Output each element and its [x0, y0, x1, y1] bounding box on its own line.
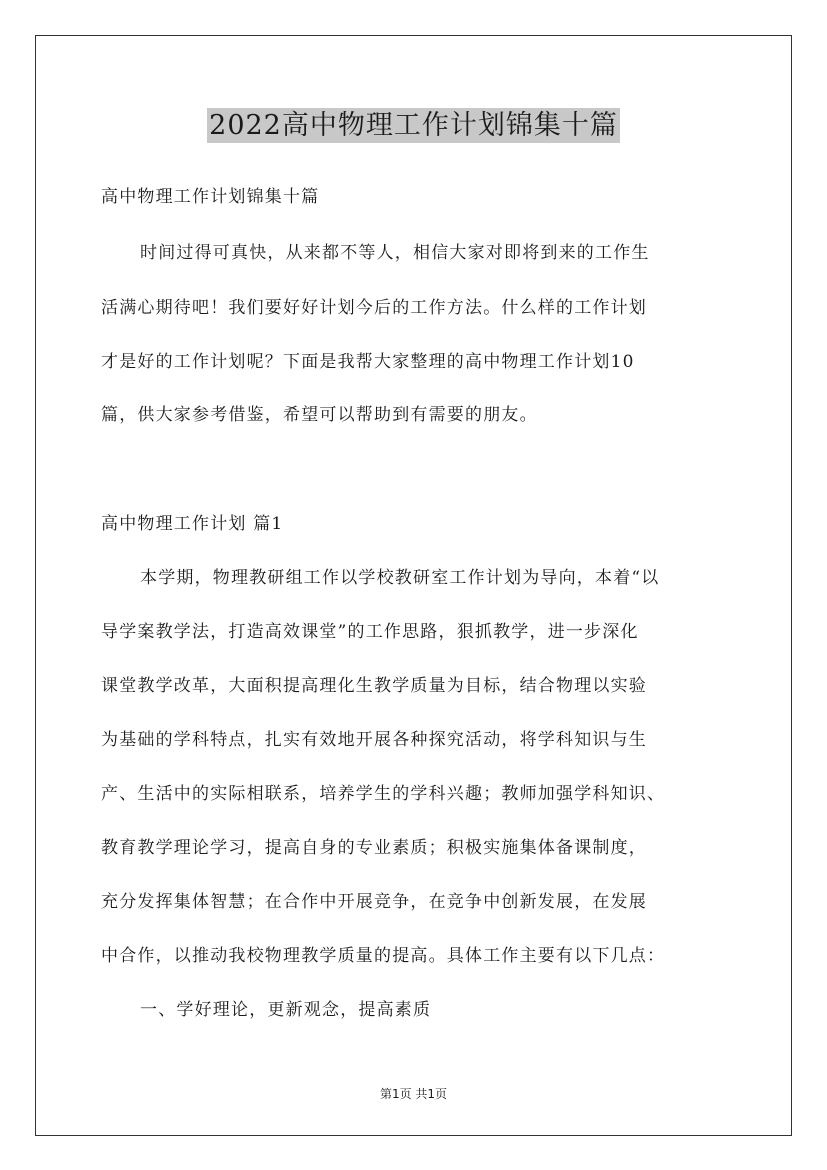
- section-line: 教育教学理论学习，提高自身的专业素质；积极实施集体备课制度，: [101, 838, 647, 858]
- section-line: 中合作，以推动我校物理教学质量的提高。具体工作主要有以下几点：: [101, 946, 666, 966]
- subtitle: 高中物理工作计划锦集十篇: [101, 187, 320, 207]
- intro-line: 才是好的工作计划呢？下面是我帮大家整理的高中物理工作计划10: [101, 352, 635, 372]
- intro-line: 活满心期待吧！我们要好好计划今后的工作方法。什么样的工作计划: [101, 298, 647, 318]
- intro-line: 篇，供大家参考借鉴，希望可以帮助到有需要的朋友。: [101, 405, 538, 425]
- page-footer: 第1页 共1页: [379, 1087, 448, 1101]
- document-title-text: 2022高中物理工作计划锦集十篇: [209, 110, 618, 141]
- section-line: 产、生活中的实际相联系，培养学生的学科兴趣；教师加强学科知识、: [101, 784, 666, 804]
- section-line: 导学案教学法，打造高效课堂”的工作思路，狠抓教学，进一步深化: [101, 622, 639, 642]
- subheading: 一、学好理论，更新观念，提高素质: [140, 1000, 432, 1020]
- intro-line: 时间过得可真快，从来都不等人，相信大家对即将到来的工作生: [140, 243, 650, 263]
- section-heading: 高中物理工作计划 篇1: [101, 514, 284, 534]
- section-line: 为基础的学科特点，扎实有效地开展各种探究活动，将学科知识与生: [101, 730, 647, 750]
- document-title: [0, 103, 827, 142]
- section-line: 充分发挥集体智慧；在合作中开展竞争，在竞争中创新发展，在发展: [101, 892, 647, 912]
- section-line: 课堂教学改革，大面积提高理化生教学质量为目标，结合物理以实验: [101, 676, 647, 696]
- section-line: 本学期，物理教研组工作以学校教研室工作计划为导向，本着“以: [140, 568, 660, 588]
